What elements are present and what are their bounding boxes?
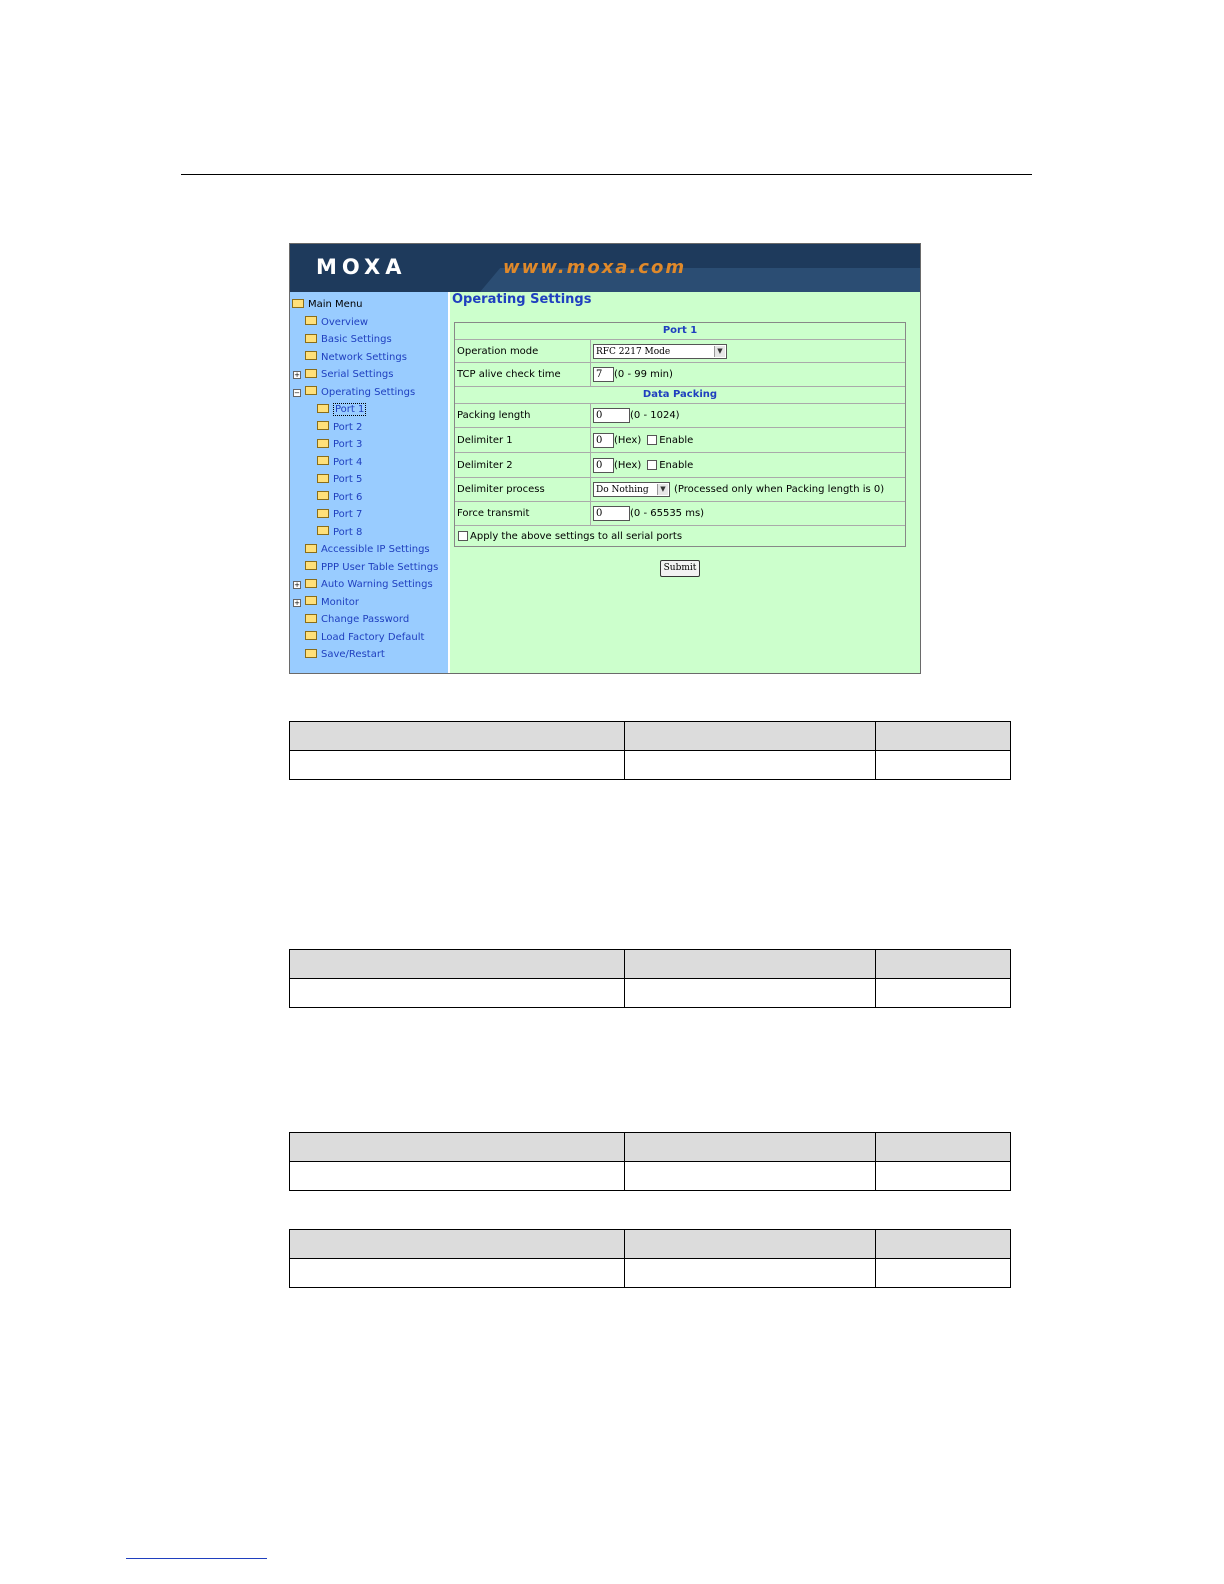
sidebar-item-port-7[interactable]: Port 7: [292, 506, 438, 524]
page-title: Operating Settings: [452, 292, 592, 307]
folder-icon: [317, 526, 329, 535]
delimiter1-enable-checkbox[interactable]: [647, 435, 657, 445]
folder-icon: [317, 456, 329, 465]
folder-icon: [305, 369, 317, 378]
folder-icon: [305, 579, 317, 588]
expand-plus-icon[interactable]: +: [294, 371, 300, 379]
packing-length-hint: (0 - 1024): [630, 410, 680, 421]
sidebar-item-port-2[interactable]: Port 2: [292, 419, 438, 437]
sidebar-item-port-1[interactable]: Port 1: [292, 401, 438, 419]
delimiter1-input[interactable]: 0: [593, 433, 614, 448]
tcp-alive-row: [455, 363, 905, 387]
empty-table-3: [289, 1132, 1011, 1191]
force-transmit-input[interactable]: 0: [593, 506, 630, 521]
empty-table-1: [289, 721, 1011, 780]
menu-tree: [292, 296, 438, 664]
expand-plus-icon[interactable]: +: [294, 581, 300, 589]
chevron-down-icon: ▼: [714, 346, 725, 357]
delimiter1-hint: (Hex): [614, 434, 642, 446]
open-folder-icon: [305, 386, 317, 395]
sidebar-item-port-6[interactable]: Port 6: [292, 489, 438, 507]
moxa-logo: MOXA: [316, 255, 407, 279]
open-folder-icon: [292, 299, 304, 308]
sidebar-item-port-8[interactable]: Port 8: [292, 524, 438, 542]
folder-icon: [317, 474, 329, 483]
sidebar-item-port-5[interactable]: Port 5: [292, 471, 438, 489]
delimiter1-enable-label: Enable: [659, 434, 694, 446]
page-header-rule: [181, 174, 1032, 175]
site-url: www.moxa.com: [503, 257, 687, 278]
force-transmit-label: Force transmit: [455, 502, 591, 525]
delimiter-process-row: [455, 478, 905, 502]
sidebar-item-serial-settings[interactable]: + Serial Settings: [294, 369, 394, 380]
folder-icon: [305, 316, 317, 325]
apply-all-label: Apply the above settings to all serial ports: [470, 530, 683, 542]
folder-icon: [317, 421, 329, 430]
tcp-alive-hint: (0 - 99 min): [614, 369, 673, 380]
sidebar-item-operating-settings[interactable]: − Operating Settings: [294, 386, 416, 398]
force-transmit-row: [455, 502, 905, 526]
sidebar-item-network-settings[interactable]: Network Settings: [292, 349, 438, 367]
submit-button[interactable]: Submit: [660, 560, 700, 577]
folder-icon: [305, 561, 317, 570]
folder-icon: [305, 544, 317, 553]
delimiter2-hint: (Hex): [614, 459, 642, 471]
sidebar-item-basic-settings[interactable]: Basic Settings: [292, 331, 438, 349]
sidebar-item-accessible-ip-settings[interactable]: Accessible IP Settings: [292, 541, 438, 559]
packing-length-input[interactable]: 0: [593, 408, 630, 423]
sidebar-item-load-factory-default[interactable]: Load Factory Default: [292, 629, 438, 647]
folder-icon: [317, 509, 329, 518]
footer-link-underline[interactable]: [126, 1558, 267, 1559]
delimiter2-row: [455, 453, 905, 478]
delimiter1-row: [455, 428, 905, 453]
folder-icon: [305, 596, 317, 605]
sidebar: [290, 292, 450, 674]
sidebar-item-main-menu[interactable]: Main Menu: [292, 296, 438, 314]
empty-table-2: [289, 949, 1011, 1008]
main-panel: [450, 292, 921, 674]
packing-length-row: [455, 404, 905, 428]
folder-icon: [305, 334, 317, 343]
data-packing-header: Data Packing: [455, 387, 905, 404]
folder-icon: [305, 631, 317, 640]
folder-icon: [305, 649, 317, 658]
sidebar-item-change-password[interactable]: Change Password: [292, 611, 438, 629]
folder-icon: [317, 439, 329, 448]
delimiter-process-select[interactable]: Do Nothing ▼: [593, 482, 670, 497]
chevron-down-icon: ▼: [657, 484, 668, 495]
tcp-alive-input[interactable]: 7: [593, 367, 614, 382]
expand-plus-icon[interactable]: +: [294, 598, 300, 607]
folder-icon: [305, 351, 317, 360]
delimiter2-input[interactable]: 0: [593, 458, 614, 473]
sidebar-item-save-restart[interactable]: Save/Restart: [292, 646, 438, 664]
delimiter1-label: Delimiter 1: [455, 428, 591, 452]
delimiter-process-label: Delimiter process: [455, 478, 591, 501]
delimiter2-enable-label: Enable: [659, 459, 694, 471]
port-header: Port 1: [455, 323, 905, 340]
delimiter-process-hint: (Processed only when Packing length is 0): [674, 484, 885, 495]
apply-all-checkbox[interactable]: [458, 531, 468, 541]
sidebar-item-auto-warning-settings[interactable]: + Auto Warning Settings: [294, 579, 433, 590]
folder-icon: [317, 491, 329, 500]
sidebar-item-port-3[interactable]: Port 3: [292, 436, 438, 454]
sidebar-item-ppp-user-table-settings[interactable]: PPP User Table Settings: [292, 559, 438, 577]
operation-mode-row: [455, 340, 905, 363]
force-transmit-hint: (0 - 65535 ms): [630, 508, 705, 519]
operation-mode-label: Operation mode: [455, 340, 591, 362]
tcp-alive-label: TCP alive check time: [455, 363, 591, 386]
delimiter2-enable-checkbox[interactable]: [647, 460, 657, 470]
operation-mode-select[interactable]: RFC 2217 Mode ▼: [593, 344, 727, 359]
folder-icon: [305, 614, 317, 623]
collapse-minus-icon[interactable]: −: [294, 388, 300, 397]
banner: [290, 244, 921, 292]
settings-form: [454, 322, 906, 547]
sidebar-item-port-4[interactable]: Port 4: [292, 454, 438, 472]
sidebar-item-overview[interactable]: Overview: [292, 314, 438, 332]
folder-icon: [317, 404, 329, 413]
packing-length-label: Packing length: [455, 404, 591, 427]
delimiter2-label: Delimiter 2: [455, 453, 591, 477]
screenshot-window: [289, 243, 921, 674]
apply-all-row: [455, 526, 905, 546]
empty-table-4: [289, 1229, 1011, 1288]
sidebar-item-monitor[interactable]: + Monitor: [294, 596, 360, 608]
